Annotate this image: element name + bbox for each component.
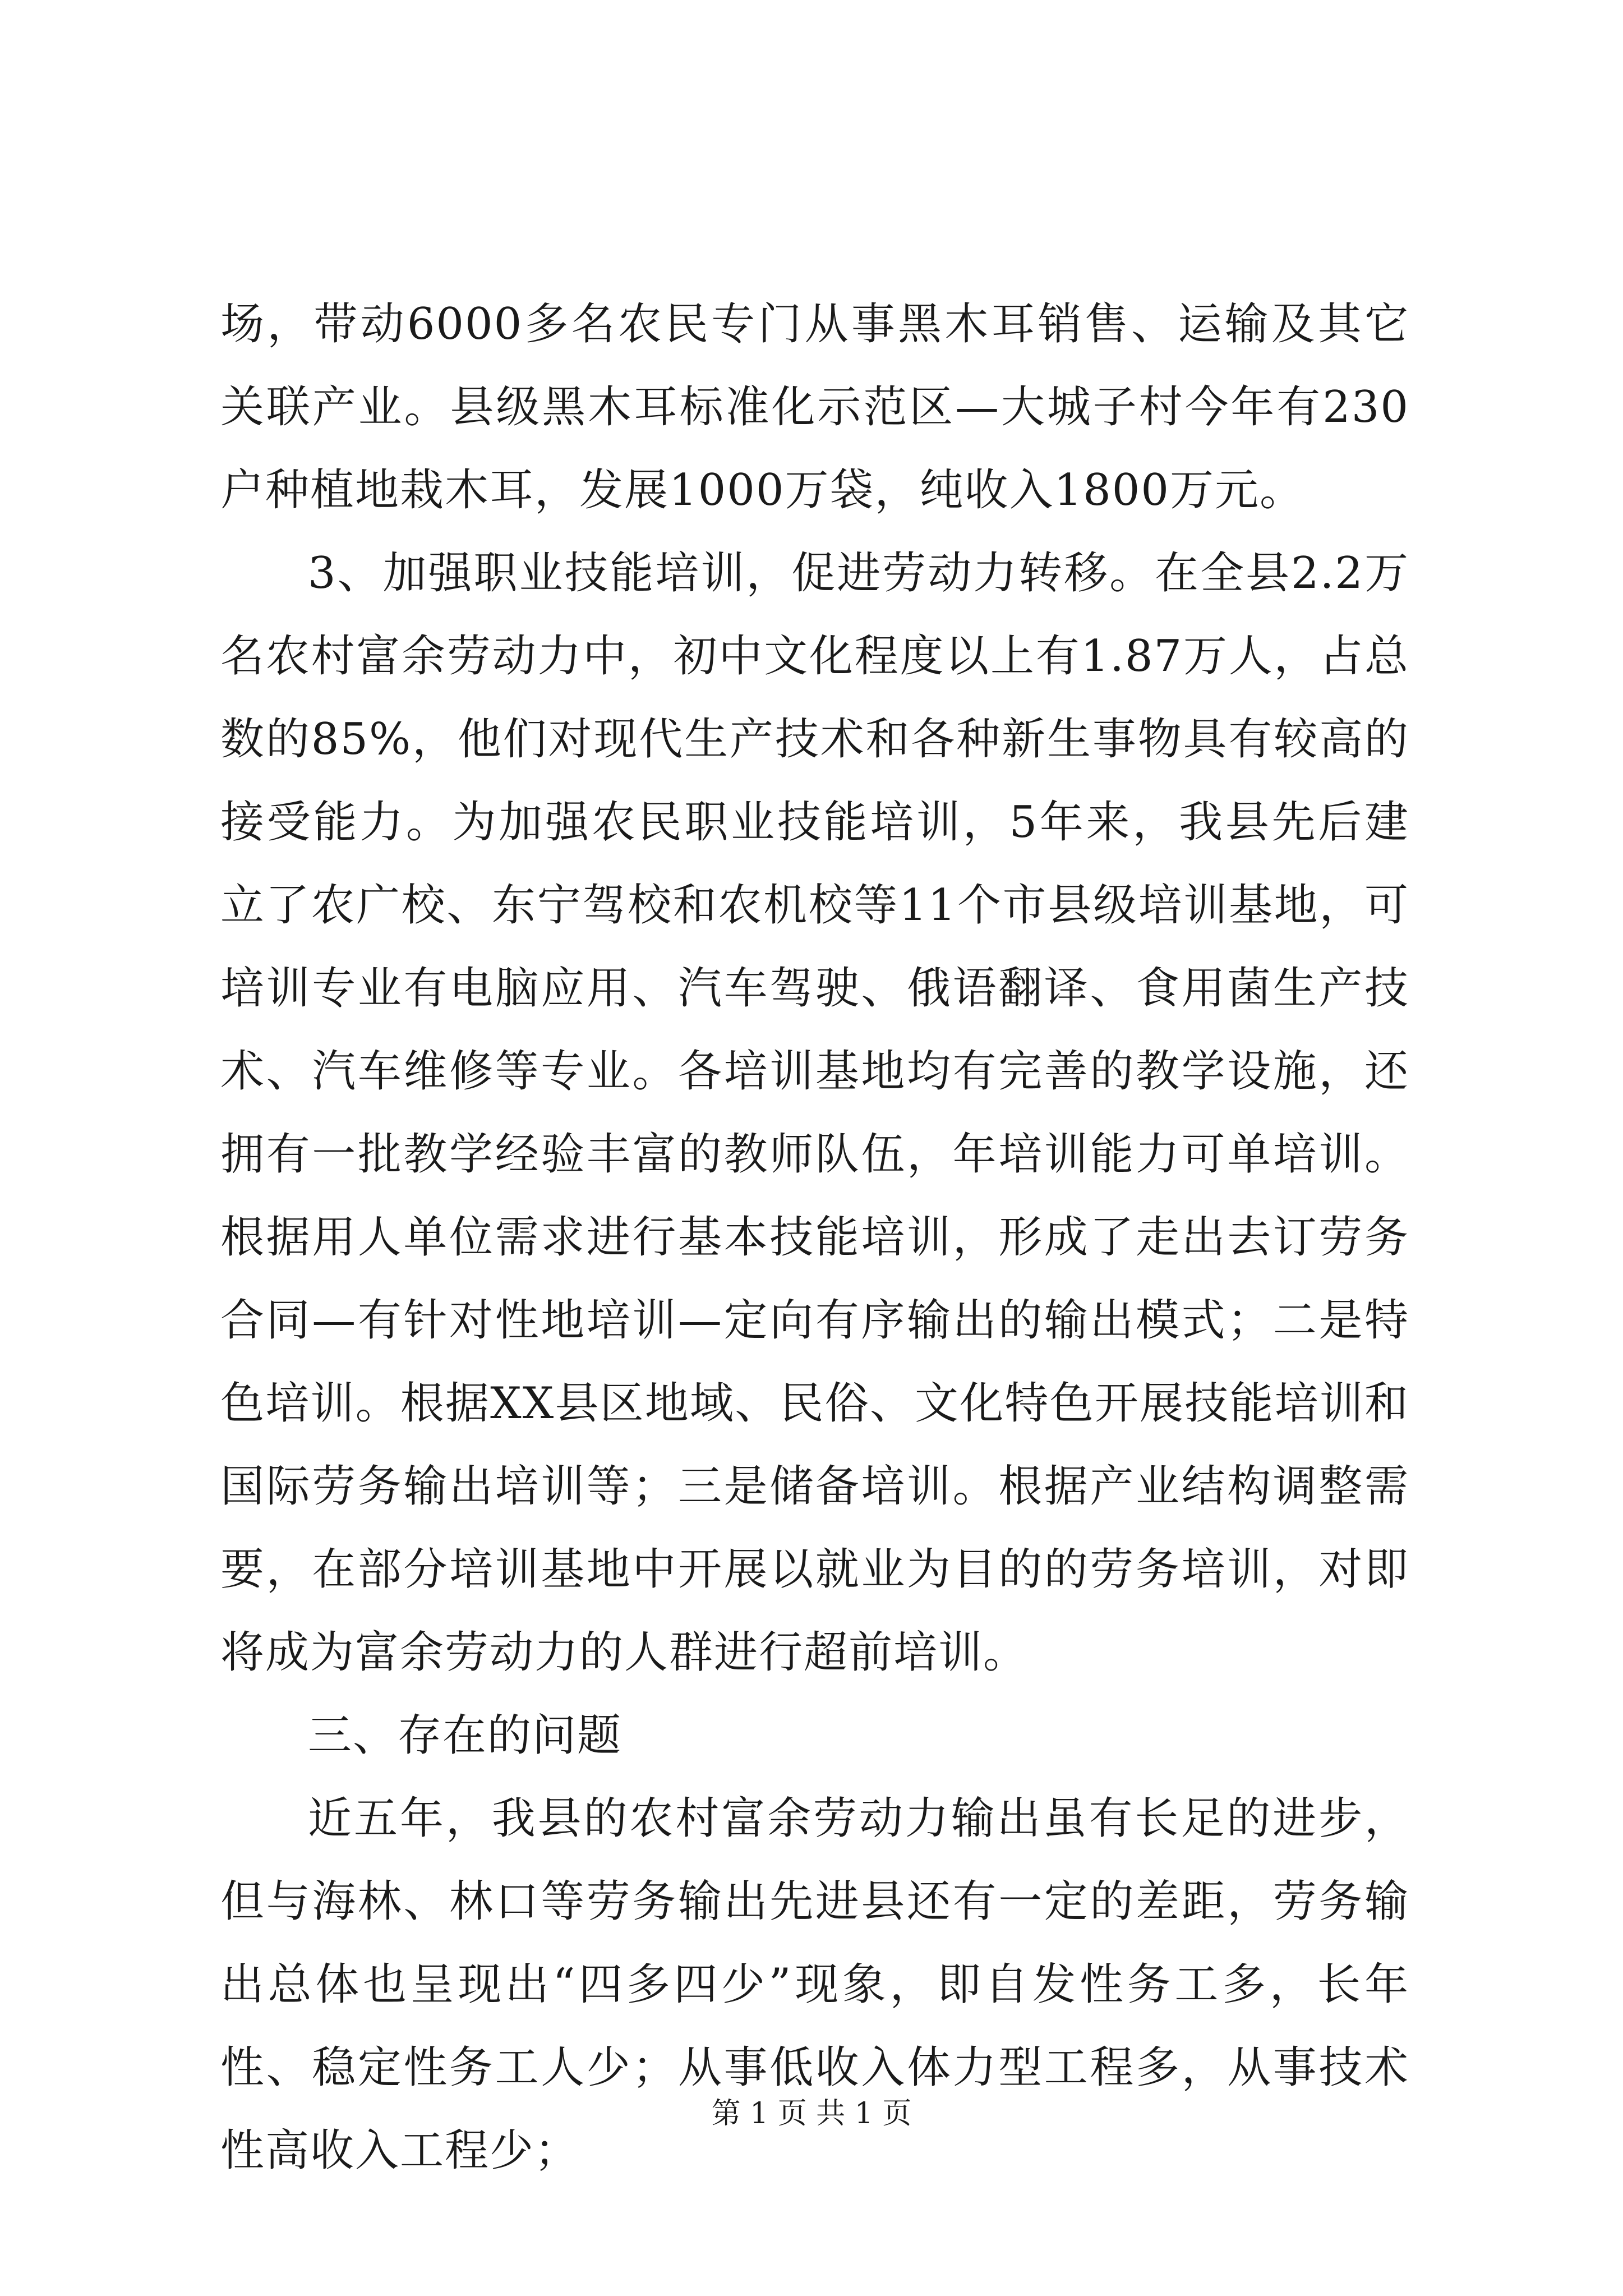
page-footer: 第 1 页 共 1 页 — [711, 2097, 912, 2131]
paragraph-2: 3、加强职业技能培训，促进劳动力转移。在全县2.2万名农村富余劳动力中，初中文化程度以上有1.87万人，占总数的85%，他们对现代生产技术和各种新生事物具有较高的接受能力。为加强农民职业技能培训，5年来，我县先后建立了农广校、东宁驾校和农机校等11个市县级培训基地，可培训专业有电脑应用、汽车驾驶、俄语翻译、食用菌生产技术、汽车维修等专业。各培训基地均有完善的教学设施，还拥有一批教学经验丰富的教师队伍，年培训能力可单培训。根据用人单位需求进行基本技能培训，形成了走出去订劳务合同—有针对性地培训—定向有序输出的输出模式；二是特色培训。根据XX县区地域、民俗、文化特色开展技能培训和国际劳务输出培训等；三是储备培训。根据产业结构调整需要，在部分培训基地中开展以就业为目的的劳务培训，对即将成为富余劳动力的人群进行超前培训。 — [220, 548, 1409, 1678]
paragraph-3: 近五年，我县的农村富余劳动力输出虽有长足的进步，但与海林、林口等劳务输出先进县还有一定的差距，劳务输出总体也呈现出“四多四少”现象，即自发性务工多，长年性、稳定性务工人少；从事低收入体力型工程多，从事技术性高收入工程少； — [220, 1793, 1409, 2176]
section-heading: 三、存在的问题 — [308, 1710, 623, 1761]
paragraph-1: 场，带动6000多名农民专门从事黑木耳销售、运输及其它关联产业。县级黑木耳标准化示范区—大城子村今年有230户种植地栽木耳，发展1000万袋，纯收入1800万元。 — [220, 299, 1409, 516]
document-body — [220, 283, 1409, 2192]
